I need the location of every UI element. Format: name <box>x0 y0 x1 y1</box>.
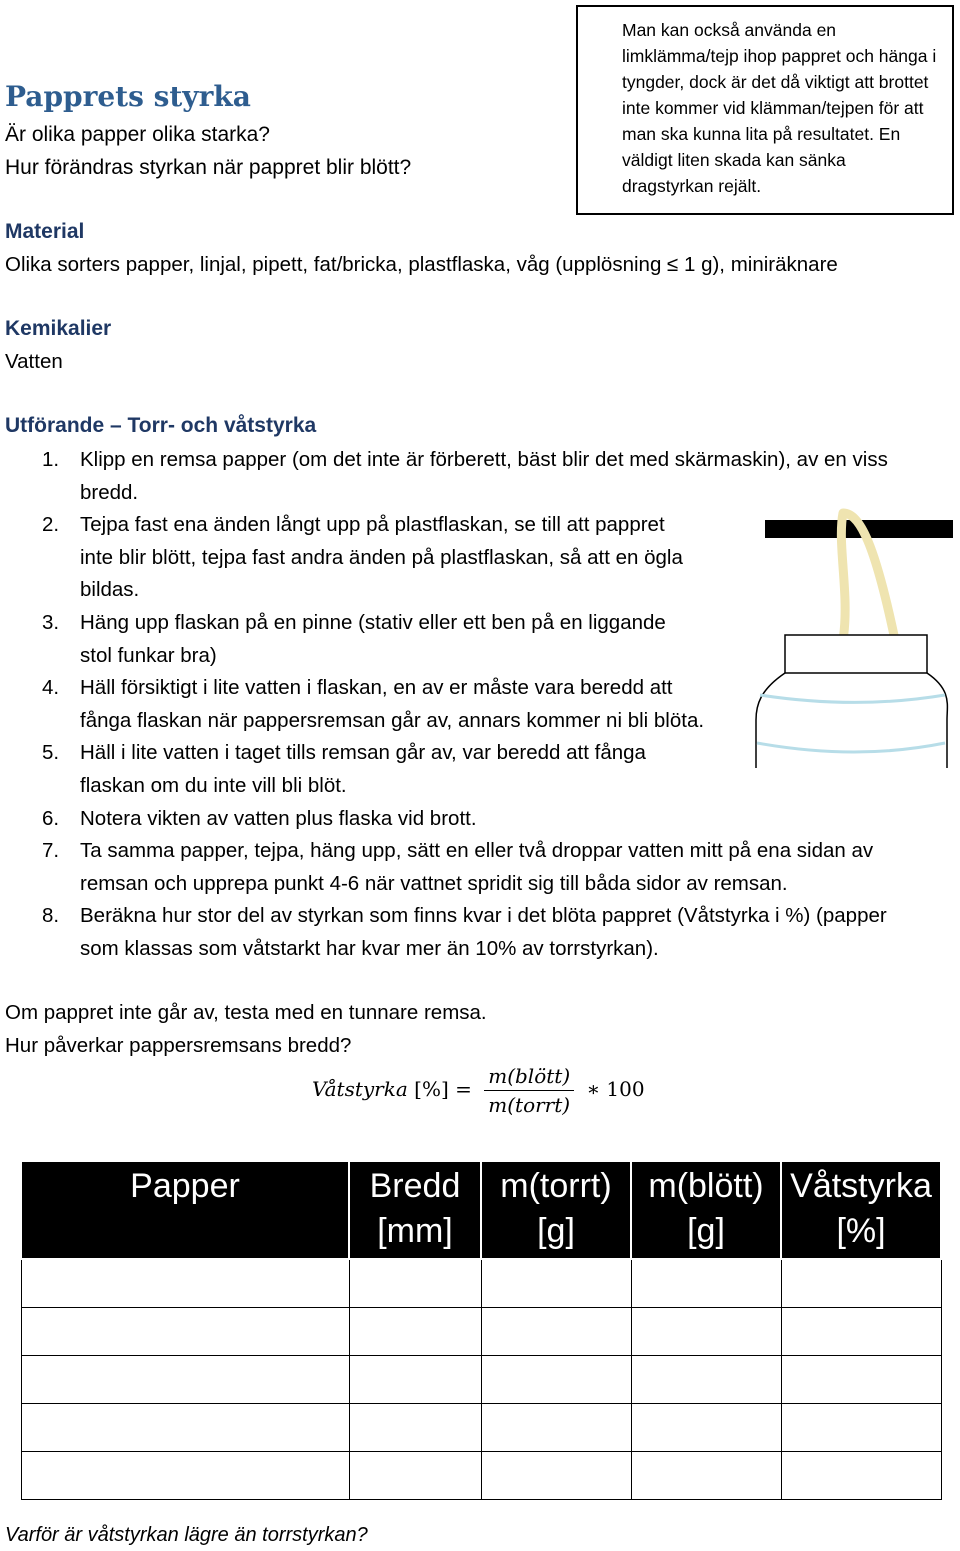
procedure-heading: Utförande – Torr- och våtstyrka <box>5 414 317 437</box>
step-line: Notera vikten av vatten plus flaska vid brott. <box>80 806 477 830</box>
step-line: Klipp en remsa papper (om det inte är förberett, bäst blir det med skärmaskin), av en viss <box>80 448 888 471</box>
after-line-1: Om pappret inte går av, testa med en tunnare remsa. <box>5 1001 487 1024</box>
table-row <box>21 1356 941 1404</box>
table-cell[interactable] <box>631 1308 781 1356</box>
step-item <box>0 835 888 900</box>
table-cell[interactable] <box>481 1259 631 1308</box>
subtitle-line-1: Är olika papper olika starka? <box>5 123 270 146</box>
step-number: 6. <box>42 806 60 830</box>
table-cell[interactable] <box>349 1404 481 1452</box>
step-item <box>0 444 888 509</box>
step-number: 2. <box>42 513 60 537</box>
step-number: 4. <box>42 676 60 700</box>
formula-factor: ∗ 100 <box>586 1077 645 1101</box>
step-line: inte blir blött, tejpa fast andra änden på plastflaskan, så att en ögla <box>80 545 683 569</box>
bottle-cap <box>785 635 927 673</box>
table-row <box>21 1259 941 1308</box>
table-cell[interactable] <box>481 1404 631 1452</box>
step-line: som klassas som våtstarkt har kvar mer än 10% av torrstyrkan). <box>80 936 659 960</box>
table-cell[interactable] <box>781 1356 941 1404</box>
table-cell[interactable] <box>349 1259 481 1308</box>
table-cell[interactable] <box>349 1452 481 1500</box>
step-number: 5. <box>42 741 60 765</box>
table-row <box>21 1452 941 1500</box>
step-line: flaskan om du inte vill bli blöt. <box>80 773 347 797</box>
formula-lhs: Våtstyrka <box>312 1077 408 1101</box>
step-line: fånga flaskan när pappersremsan går av, annars kommer ni bli blöta. <box>80 708 705 732</box>
step-line: bildas. <box>80 578 140 602</box>
table-cell[interactable] <box>481 1356 631 1404</box>
step-line: Häng upp flaskan på en pinne (stativ eller ett ben på en liggande <box>80 610 666 634</box>
table-cell[interactable] <box>349 1356 481 1404</box>
table-cell[interactable] <box>21 1404 349 1452</box>
table-cell[interactable] <box>781 1404 941 1452</box>
step-number: 7. <box>42 839 60 863</box>
step-number: 1. <box>42 448 60 471</box>
water-line <box>760 695 945 703</box>
table-cell[interactable] <box>631 1259 781 1308</box>
formula-fraction <box>484 1062 574 1119</box>
table-cell[interactable] <box>481 1452 631 1500</box>
step-line: bredd. <box>80 480 139 504</box>
table-header-row <box>21 1161 941 1259</box>
table-cell[interactable] <box>21 1308 349 1356</box>
step-line: Häll i lite vatten i taget tills remsan går av, var beredd att fånga <box>80 741 646 765</box>
header-m-blott: m(blött) [g] <box>631 1161 781 1259</box>
closing-question: Varför är våtstyrkan lägre än torrstyrkan? <box>5 1524 368 1546</box>
formula <box>312 1062 645 1119</box>
step-item <box>0 900 888 965</box>
header-vatstyrka: Våtstyrka [%] <box>781 1161 941 1259</box>
header-bredd: Bredd [mm] <box>349 1161 481 1259</box>
header-papper: Papper <box>21 1161 349 1259</box>
table-cell[interactable] <box>21 1259 349 1308</box>
note-text: Man kan också använda en limklämma/tejp ihop pappret och hänga i tyngder, dock är det då viktigt att brottet inte kommer vid klämman/tejpen för att man ska kunna lita på resultatet. En väldigt liten skada kan sänka dragstyrkan rejält. <box>622 20 937 196</box>
formula-unit: [%] = <box>414 1077 472 1101</box>
table-row <box>21 1404 941 1452</box>
table-cell[interactable] <box>481 1308 631 1356</box>
page-title: Papprets styrka <box>5 80 251 113</box>
table-cell[interactable] <box>781 1452 941 1500</box>
step-line: stol funkar bra) <box>80 643 217 667</box>
formula-denominator: m(torrt) <box>488 1093 571 1117</box>
table-cell[interactable] <box>631 1452 781 1500</box>
step-line: Beräkna hur stor del av styrkan som finns kvar i det blöta pappret (Våtstyrka i %) (papper <box>80 904 887 928</box>
after-line-2: Hur påverkar pappersremsans bredd? <box>5 1034 352 1057</box>
table-cell[interactable] <box>631 1356 781 1404</box>
step-line: remsan och upprepa punkt 4-6 när vattnet spridit sig till båda sidor av remsan. <box>80 871 788 895</box>
table-cell[interactable] <box>631 1404 781 1452</box>
chemicals-heading: Kemikalier <box>5 317 112 340</box>
results-table <box>20 1160 942 1500</box>
formula-numerator: m(blött) <box>484 1062 574 1091</box>
step-number: 8. <box>42 904 60 928</box>
table-row <box>21 1308 941 1356</box>
step-line: Tejpa fast ena änden långt upp på plastflaskan, se till att pappret <box>80 513 665 537</box>
material-text: Olika sorters papper, linjal, pipett, fat/bricka, plastflaska, våg (upplösning ≤ 1 g), miniräknare <box>5 253 838 276</box>
chemicals-text: Vatten <box>5 350 63 373</box>
subtitle-line-2: Hur förändras styrkan när pappret blir blött? <box>5 156 412 179</box>
table-cell[interactable] <box>349 1308 481 1356</box>
step-line: Ta samma papper, tejpa, häng upp, sätt en eller två droppar vatten mitt på ena sidan av <box>80 839 874 863</box>
material-heading: Material <box>5 220 85 243</box>
table-cell[interactable] <box>781 1259 941 1308</box>
table-cell[interactable] <box>21 1356 349 1404</box>
bottle-illustration <box>755 505 955 775</box>
step-number: 3. <box>42 610 60 634</box>
step-item <box>0 803 888 836</box>
table-cell[interactable] <box>781 1308 941 1356</box>
step-line: Häll försiktigt i lite vatten i flaskan, en av er måste vara beredd att <box>80 676 673 700</box>
bottle-left-side <box>756 673 785 768</box>
table-cell[interactable] <box>21 1452 349 1500</box>
bottle-right-side <box>927 673 947 768</box>
water-line <box>757 743 945 752</box>
note-box <box>576 5 954 215</box>
header-m-torrt: m(torrt) [g] <box>481 1161 631 1259</box>
